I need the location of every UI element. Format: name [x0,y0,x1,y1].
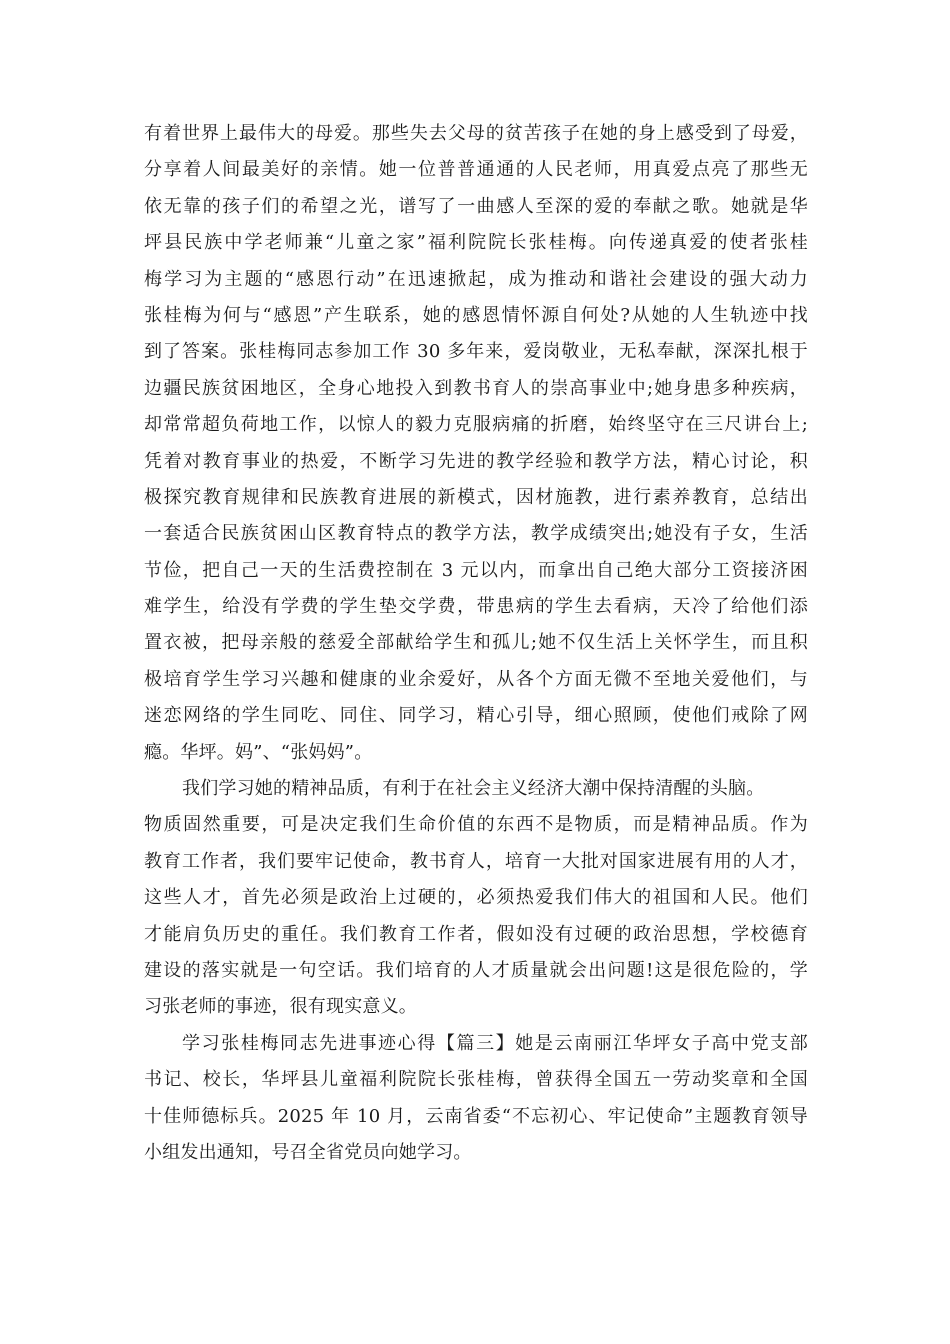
text-line: 梅学习为主题的“感恩行动”在迅速掀起，成为推动和谐社会建设的强大动力 [144,268,808,290]
text-line: 物质固然重要，可是决定我们生命价值的东西不是物质，而是精神品质。作为 [144,814,808,836]
text-line: 难学生，给没有学费的学生垫交学费，带患病的学生去看病，天冷了给他们添 [144,596,808,618]
text-line: 教育工作者，我们要牢记使命，教书育人，培育一大批对国家进展有用的人才， [144,850,808,872]
text-line: 凭着对教育事业的热爱，不断学习先进的教学经验和教学方法，精心讨论，积 [144,450,808,472]
text-line: 这些人才，首先必须是政治上过硬的，必须热爱我们伟大的祖国和人民。他们 [144,887,808,909]
text-line: 坪县民族中学老师兼“儿童之家”福利院院长张桂梅。向传递真爱的使者张桂 [144,232,808,254]
text-line: 一套适合民族贫困山区教育特点的教学方法，教学成绩突出;她没有子女，生活 [144,523,808,545]
text-line: 有着世界上最伟大的母爱。那些失去父母的贫苦孩子在她的身上感受到了母爱， [144,123,808,144]
text-line: 建设的落实就是一句空话。我们培育的人才质量就会出问题!这是很危险的，学 [144,959,808,981]
text-line: 节俭，把自己一天的生活费控制在 3 元以内，而拿出自己绝大部分工资接济困 [144,559,808,581]
text-line: 依无靠的孩子们的希望之光，谱写了一曲感人至深的爱的奉献之歌。她就是华 [144,195,808,217]
paragraph [144,771,808,1026]
document-body [144,116,808,1171]
text-line: 才能肩负历史的重任。我们教育工作者，假如没有过硬的政治思想，学校德育 [144,923,808,945]
text-line: 小组发出通知，号召全省党员向她学习。 [144,1141,472,1163]
text-line: 习张老师的事迹，很有现实意义。 [144,996,417,1018]
text-line: 极探究教育规律和民族教育进展的新模式，因材施教，进行素养教育，总结出 [144,486,808,508]
text-line: 瘾。华坪。妈”、“张妈妈”。 [144,741,373,763]
text-line: 却常常超负荷地工作，以惊人的毅力克服病痛的折磨，始终坚守在三尺讲台上; [144,414,808,436]
text-line: 学习张桂梅同志先进事迹心得【篇三】她是云南丽江华坪女子高中党支部 [182,1032,808,1054]
text-line: 迷恋网络的学生同吃、同住、同学习，精心引导，细心照顾，使他们戒除了网 [144,705,808,727]
text-line: 书记、校长，华坪县儿童福利院院长张桂梅，曾获得全国五一劳动奖章和全国 [144,1069,808,1091]
text-line: 极培育学生学习兴趣和健康的业余爱好，从各个方面无微不至地关爱他们，与 [144,668,808,690]
text-line: 分享着人间最美好的亲情。她一位普普通通的人民老师，用真爱点亮了那些无 [144,159,808,181]
paragraph [144,1026,808,1172]
text-line: 置衣被，把母亲般的慈爱全部献给学生和孤儿;她不仅生活上关怀学生，而且积 [144,632,808,654]
text-line: 我们学习她的精神品质，有利于在社会主义经济大潮中保持清醒的头脑。 [182,778,765,800]
text-line: 张桂梅为何与“感恩”产生联系，她的感恩情怀源自何处?从她的人生轨迹中找 [144,304,808,326]
text-line: 到了答案。张桂梅同志参加工作 30 多年来，爱岗敬业，无私奉献，深深扎根于 [144,341,808,363]
text-line: 边疆民族贫困地区，全身心地投入到教书育人的崇高事业中;她身患多种疾病， [144,377,808,399]
paragraph [144,116,808,771]
text-line: 十佳师德标兵。2025 年 10 月，云南省委“不忘初心、牢记使命”主题教育领导 [144,1105,808,1127]
